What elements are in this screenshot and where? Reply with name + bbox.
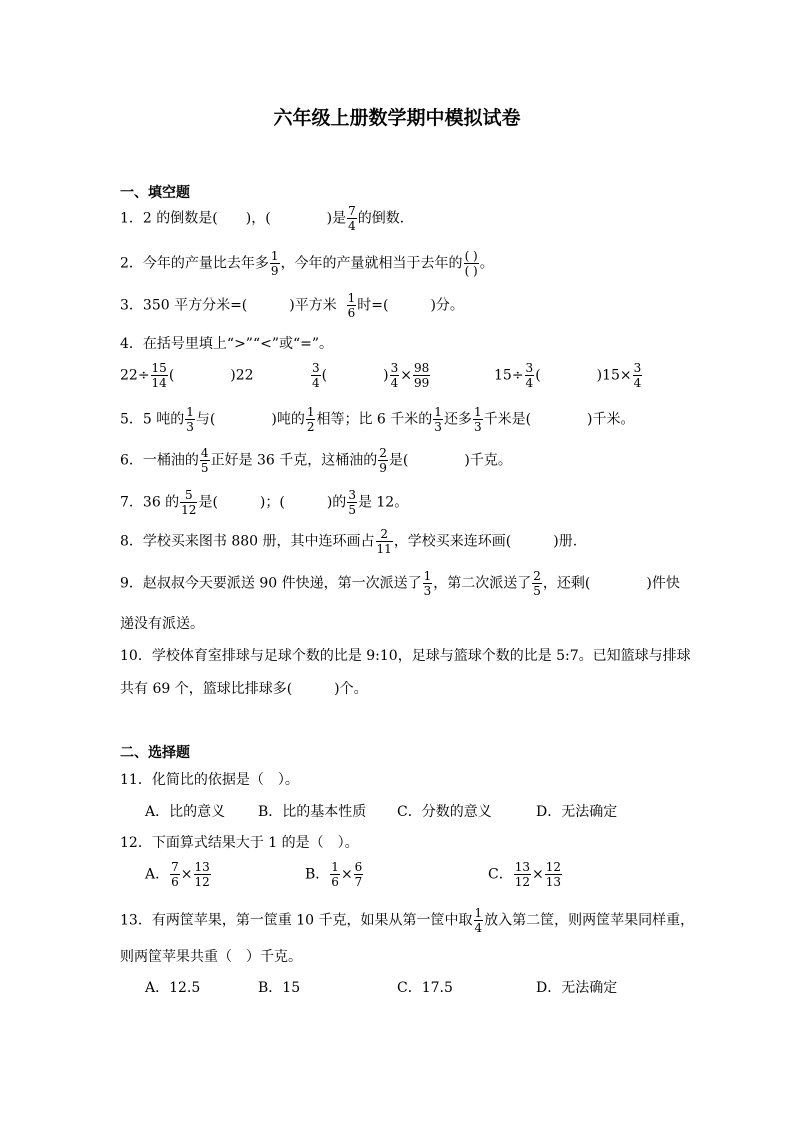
option-d: D．无法确定 xyxy=(536,980,618,996)
option-b: B．15 xyxy=(258,980,301,996)
question-12: 12．下面算式结果大于 1 的是（ ）。 xyxy=(120,835,359,851)
option-d: D．无法确定 xyxy=(536,804,618,820)
question-5: 5．5 吨的 $\frac{1}{3}$ 与( )吨的 $\frac{1}{2}$ 相等；比 6 千米的 $\frac{1}{3}$ 还多 $\frac{1}{3}$ 千米是( )千米。 xyxy=(120,405,635,434)
fraction: $\frac{1}{6}$ xyxy=(347,291,356,320)
section-choice-heading: 二、选择题 xyxy=(120,745,190,761)
page-title: 六年级上册数学期中模拟试卷 xyxy=(273,107,521,129)
option-b: B．比的基本性质 xyxy=(258,804,367,820)
option-a: A． $\frac{7}{6}$ × $\frac{13}{12}$ xyxy=(145,860,210,889)
fraction: $\frac{7}{4}$ xyxy=(348,204,356,233)
option-b: B． $\frac{1}{6}$ × $\frac{6}{7}$ xyxy=(305,860,363,889)
question-8: 8．学校买来图书 880 册，其中连环画占 $\frac{2}{11}$ ，学校买来连环画( )册. xyxy=(120,527,578,556)
question-3: 3．350 平方分米=( )平方米 $\frac{1}{6}$ 时=( )分。 xyxy=(120,291,464,320)
question-9-continued: 递没有派送。 xyxy=(120,616,204,632)
option-a: A．12.5 xyxy=(145,980,201,996)
option-a: A．比的意义 xyxy=(145,804,226,820)
fraction: $\frac{1}{9}$ xyxy=(270,249,279,278)
question-10-continued: 共有 69 个，篮球比排球多( )个。 xyxy=(120,681,368,697)
compare-expression-3: 15÷ $\frac{3}{4}$ ( )15× $\frac{3}{4}$ xyxy=(494,361,642,390)
question-4: 4．在括号里填上“>”“<”或“=”。 xyxy=(120,336,334,352)
compare-expression-2: $\frac{3}{4}$ ( ) $\frac{3}{4}$ × $\frac{98}{99}$ xyxy=(312,361,430,390)
answer-fraction-blank: $\frac{( )}{( )}$ xyxy=(464,249,478,278)
question-1: 1．2 的倒数是( )，( )是 $\frac{7}{4}$ 的倒数． xyxy=(120,204,414,233)
question-7: 7．36 的 $\frac{5}{12}$ 是( )；( )的 $\frac{3}{5}$ 是 12。 xyxy=(120,488,409,517)
question-11: 11．化简比的依据是（ ）。 xyxy=(120,772,299,788)
option-c: C．分数的意义 xyxy=(397,804,492,820)
question-6: 6．一桶油的 $\frac{4}{5}$ 正好是 36 千克，这桶油的 $\frac{2}{9}$ 是( )千克。 xyxy=(120,446,512,475)
question-13: 13．有两筐苹果，第一筐重 10 千克，如果从第一筐中取 $\frac{1}{4}$ 放入第二筐，则两筐苹果同样重， xyxy=(120,906,695,935)
option-c: C． $\frac{13}{12}$ × $\frac{12}{13}$ xyxy=(488,860,562,889)
option-c: C．17.5 xyxy=(397,980,453,996)
question-13-continued: 则两筐苹果共重（ ）千克。 xyxy=(120,949,302,965)
question-10: 10．学校体育室排球与足球个数的比是 9:10，足球与篮球个数的比是 5:7。已知篮球与排球 xyxy=(120,648,691,664)
section-fill-in-heading: 一、填空题 xyxy=(120,185,190,201)
question-9: 9．赵叔叔今天要派送 90 件快递，第一次派送了 $\frac{1}{3}$ ，第二次派送了 $\frac{2}{5}$ ，还剩( )件快 xyxy=(120,569,680,598)
question-2: 2．今年的产量比去年多 $\frac{1}{9}$ ，今年的产量就相当于去年的 $\frac{( )}{( )}$ 。 xyxy=(120,249,494,278)
compare-expression-1: 22÷ $\frac{15}{14}$ ( )22 xyxy=(120,361,254,390)
